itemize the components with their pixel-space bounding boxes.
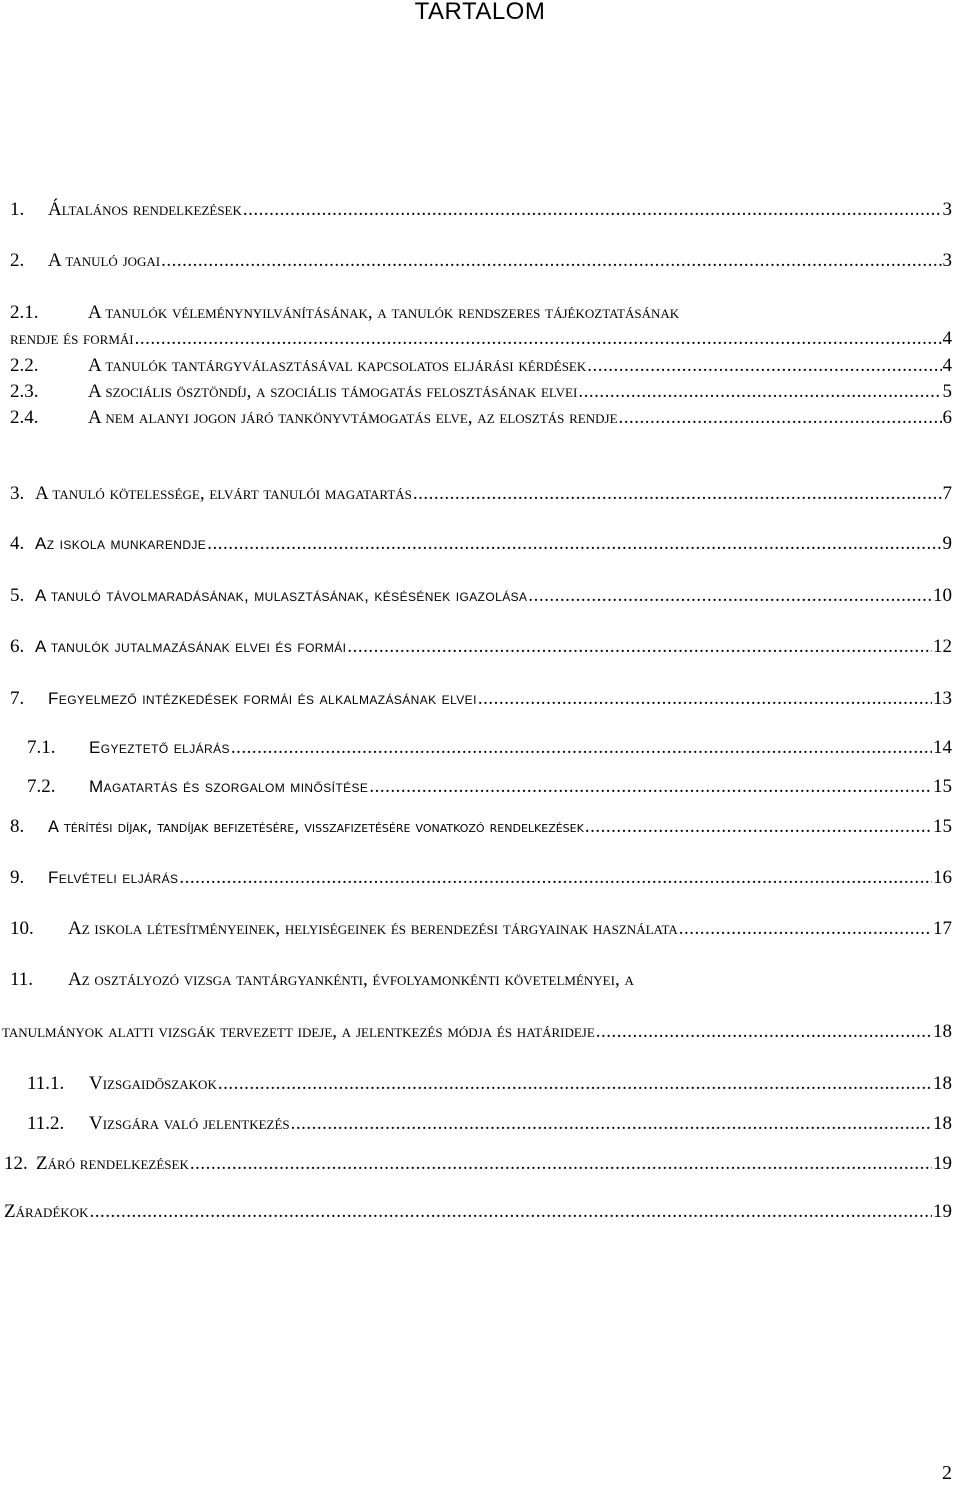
toc-title: Felvételi eljárás (48, 868, 179, 887)
toc-title: Vizsgaidőszakok (89, 1073, 217, 1094)
toc-leader (585, 814, 932, 840)
toc-leader (190, 1151, 932, 1177)
toc-page: 18 (933, 1113, 952, 1134)
toc-number: 2.4. (10, 407, 39, 428)
toc-page: 14 (933, 737, 952, 758)
toc-leader (413, 481, 942, 507)
toc-page: 4 (942, 328, 952, 349)
toc-title: A tanuló kötelessége, elvárt tanulói magatartás (35, 483, 412, 504)
toc-leader (347, 634, 932, 660)
toc-title: Az iskola létesítményeinek, helyiségeinek és berendezési tárgyainak használata (68, 918, 678, 939)
toc-number: 5. (10, 585, 25, 606)
toc-leader (596, 1019, 932, 1045)
toc-leader (243, 197, 942, 223)
toc-number: 2.3. (10, 381, 39, 402)
toc-number: 12. (4, 1153, 28, 1174)
toc-leader (135, 326, 942, 352)
toc-entry-7-2[interactable] (27, 774, 952, 800)
toc-leader (478, 686, 932, 712)
toc-page: 16 (933, 867, 952, 888)
toc-title: A tanuló távolmaradásának, mulasztásának, késésének igazolása (35, 586, 528, 605)
page-title: TARTALOM (414, 0, 546, 25)
toc-title: Az osztályozó vizsga tantárgyankénti, évfolyamonkénti követelményei, a (68, 969, 634, 990)
toc-title: A tanuló jogai (48, 250, 161, 271)
toc-number: 8. (10, 816, 25, 837)
toc-leader (161, 248, 941, 274)
page-number: 2 (942, 1462, 952, 1484)
toc-page: 6 (942, 407, 952, 428)
toc-leader (369, 774, 932, 800)
toc-leader (231, 735, 932, 761)
toc-title: A szociális ösztöndíj, a szociális támogatás felosztásának elvei (88, 381, 578, 402)
toc-entry-7-1[interactable] (27, 735, 952, 761)
toc-leader (179, 865, 932, 891)
toc-title: Magatartás és szorgalom minősítése (89, 777, 369, 796)
toc-title: Egyeztető eljárás (89, 738, 230, 757)
toc-page: 15 (933, 776, 952, 797)
toc-number: 7.1. (27, 737, 56, 758)
toc-entry-12[interactable] (4, 1151, 952, 1177)
toc-entry-11-cont[interactable] (2, 1019, 952, 1045)
toc-page: 18 (933, 1073, 952, 1094)
toc-number: 9. (10, 867, 25, 888)
toc-entry-9[interactable] (10, 865, 952, 891)
toc-number: 11. (10, 969, 34, 990)
toc-number: 2.2. (10, 355, 39, 376)
toc-leader (207, 531, 941, 557)
toc-title: Záró rendelkezések (36, 1153, 189, 1174)
toc-title: A tanulók jutalmazásának elvei és formái (35, 637, 347, 656)
toc-title: Az iskola munkarendje (35, 534, 207, 553)
toc-number: 6. (10, 636, 25, 657)
toc-number: 3. (10, 483, 25, 504)
toc-entry-8[interactable] (10, 814, 952, 840)
toc-entry-11-1[interactable] (27, 1071, 952, 1097)
toc-number: 7.2. (27, 776, 56, 797)
toc-title: Záradékok (4, 1201, 89, 1222)
toc-page: 19 (933, 1153, 952, 1174)
toc-page: 19 (933, 1201, 952, 1222)
toc-title: A térítési díjak, tandíjak befizetésére, visszafizetésére vonatkozó rendelkezések (48, 817, 584, 836)
toc-entry-2-4[interactable] (10, 405, 952, 431)
toc-leader (578, 379, 941, 405)
toc-leader (528, 583, 932, 609)
toc-page: 4 (942, 355, 952, 376)
toc-entry-2-3[interactable] (10, 379, 952, 405)
toc-number: 2. (10, 250, 25, 271)
toc-title-continued: tanulmányok alatti vizsgák tervezett ideje, a jelentkezés módja és határideje (2, 1021, 595, 1042)
toc-entry-2-1-cont[interactable] (10, 326, 952, 352)
toc-number: 7. (10, 688, 25, 709)
toc-entry-1[interactable] (10, 197, 952, 223)
toc-entry-2[interactable] (10, 248, 952, 274)
toc-number: 2.1. (10, 302, 39, 323)
toc-title-continued: rendje és formái (10, 328, 134, 349)
toc-number: 10. (10, 918, 34, 939)
toc-number: 4. (10, 533, 25, 554)
toc-page: 18 (933, 1021, 952, 1042)
toc-title: Vizsgára való jelentkezés (89, 1113, 290, 1134)
toc-title: A tanulók véleménynyilvánításának, a tanulók rendszeres tájékoztatásának (88, 302, 680, 323)
toc-entry-2-1[interactable] (10, 300, 679, 326)
toc-page: 3 (942, 199, 952, 220)
toc-leader (587, 353, 941, 379)
toc-entry-6[interactable] (10, 634, 952, 660)
toc-entry-11[interactable] (10, 967, 634, 993)
toc-entry-2-2[interactable] (10, 353, 952, 379)
toc-leader (90, 1199, 932, 1225)
toc-entry-11-2[interactable] (27, 1111, 952, 1137)
toc-number: 11.2. (27, 1113, 65, 1134)
toc-page: 10 (933, 585, 952, 606)
toc-title: A tanulók tantárgyválasztásával kapcsolatos eljárási kérdések (88, 355, 587, 376)
toc-leader (291, 1111, 932, 1137)
toc-page: 13 (933, 688, 952, 709)
toc-number: 1. (10, 199, 25, 220)
toc-page: 15 (933, 816, 952, 837)
toc-leader (619, 405, 942, 431)
toc-page: 7 (942, 483, 952, 504)
toc-page: 12 (933, 636, 952, 657)
toc-entry-7[interactable] (10, 686, 952, 712)
toc-page: 9 (942, 533, 952, 554)
toc-title: Fegyelmező intézkedések formái és alkalmazásának elvei (48, 689, 477, 708)
toc-page: 17 (933, 918, 952, 939)
toc-entry-10[interactable] (10, 916, 952, 942)
toc-leader (218, 1071, 932, 1097)
toc-number: 11.1. (27, 1073, 65, 1094)
toc-page: 5 (942, 381, 952, 402)
toc-page: 3 (942, 250, 952, 271)
toc-entry-4[interactable] (10, 531, 952, 557)
toc-entry-3[interactable] (10, 481, 952, 507)
toc-leader (679, 916, 932, 942)
toc-title: A nem alanyi jogon járó tankönyvtámogatás elve, az elosztás rendje (88, 407, 618, 428)
toc-title: Általános rendelkezések (48, 199, 242, 220)
toc-entry-5[interactable] (10, 583, 952, 609)
toc-entry-zaradekok[interactable] (4, 1199, 952, 1225)
